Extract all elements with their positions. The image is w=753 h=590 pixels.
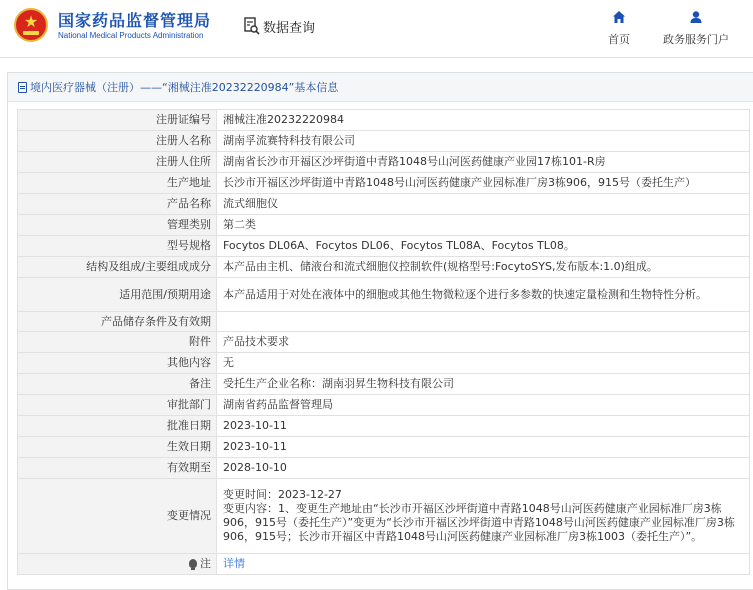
field-value: Focytos DL06A、Focytos DL06、Focytos TL08A、Focytos TL08。	[217, 236, 750, 257]
table-row	[18, 437, 750, 458]
field-label: 结构及组成/主要组成成分	[18, 257, 217, 278]
field-value: 产品技术要求	[217, 332, 750, 353]
field-label: 审批部门	[18, 395, 217, 416]
field-value	[217, 312, 750, 332]
field-label: 备注	[18, 374, 217, 395]
table-row	[18, 332, 750, 353]
field-label: 变更情况	[18, 479, 217, 554]
nav-home[interactable]	[584, 10, 654, 47]
nav-service-label: 政务服务门户	[663, 33, 729, 46]
field-label: 批准日期	[18, 416, 217, 437]
table-row	[18, 173, 750, 194]
table-row	[18, 110, 750, 131]
nav-service-portal[interactable]	[658, 10, 734, 47]
table-row	[18, 194, 750, 215]
table-row	[18, 395, 750, 416]
search-document-icon	[244, 17, 260, 35]
field-value: 2023-10-11	[217, 416, 750, 437]
field-label: 管理类别	[18, 215, 217, 236]
panel-title: 境内医疗器械（注册）——“湘械注准20232220984”基本信息	[30, 81, 339, 94]
field-label: 附件	[18, 332, 217, 353]
field-value: 2023-10-11	[217, 437, 750, 458]
table-row	[18, 312, 750, 332]
table-row	[18, 152, 750, 173]
field-label: 生产地址	[18, 173, 217, 194]
field-value: 长沙市开福区沙坪街道中青路1048号山河医药健康产业园标准厂房3栋906，915号（委托生产）	[217, 173, 750, 194]
field-label: 注册证编号	[18, 110, 217, 131]
field-label: 生效日期	[18, 437, 217, 458]
field-value: 湘械注准20232220984	[217, 110, 750, 131]
table-row	[18, 278, 750, 312]
document-icon	[18, 82, 27, 93]
data-query-tab[interactable]	[244, 15, 315, 37]
table-row	[18, 416, 750, 437]
field-label: 型号规格	[18, 236, 217, 257]
change-history-value: 变更时间：2023-12-27 变更内容：1、变更生产地址由“长沙市开福区沙坪街道中青路1048号山河医药健康产业园标准厂房3栋906，915号（委托生产）”变更为“长沙市开福区沙坪街道中青路1048号山河医药健康产业园标准厂房3栋906，915号；长沙市开福区中青路1048号山河医药健康产业园标准厂房3栋1003（委托生产）”。	[217, 479, 750, 554]
field-value: 第二类	[217, 215, 750, 236]
agency-name-cn: 国家药品监督管理局	[58, 11, 212, 30]
table-row	[18, 215, 750, 236]
panel-title-bar	[8, 73, 753, 102]
field-label: 适用范围/预期用途	[18, 278, 217, 312]
home-icon	[612, 10, 626, 24]
field-value: 湖南孚流赛特科技有限公司	[217, 131, 750, 152]
details-link[interactable]: 详情	[223, 557, 245, 570]
note-label-cell	[18, 554, 217, 575]
table-row	[18, 131, 750, 152]
field-label: 产品名称	[18, 194, 217, 215]
field-label: 产品储存条件及有效期	[18, 312, 217, 332]
user-icon	[689, 10, 703, 24]
field-label: 注	[200, 557, 211, 570]
note-value-cell	[217, 554, 750, 575]
registration-info-table	[17, 109, 750, 575]
field-value: 本产品适用于对处在液体中的细胞或其他生物微粒逐个进行多参数的快速定量检测和生物特性分析。	[217, 278, 750, 312]
table-row	[18, 353, 750, 374]
field-value: 流式细胞仪	[217, 194, 750, 215]
field-label: 注册人名称	[18, 131, 217, 152]
agency-name-en: National Medical Products Administration	[58, 31, 204, 40]
national-emblem-logo: ★	[14, 8, 48, 42]
field-value: 2028-10-10	[217, 458, 750, 479]
table-row	[18, 236, 750, 257]
lightbulb-icon	[189, 559, 197, 568]
field-label: 其他内容	[18, 353, 217, 374]
field-value: 无	[217, 353, 750, 374]
nav-home-label: 首页	[608, 33, 630, 46]
table-row	[18, 458, 750, 479]
data-query-label: 数据查询	[263, 20, 316, 36]
field-value: 本产品由主机、储液台和流式细胞仪控制软件(规格型号:FocytoSYS,发布版本:1.0)组成。	[217, 257, 750, 278]
basic-info-panel	[7, 72, 753, 590]
field-value: 湖南省长沙市开福区沙坪街道中青路1048号山河医药健康产业园17栋101-R房	[217, 152, 750, 173]
table-row	[18, 554, 750, 575]
field-value: 湖南省药品监督管理局	[217, 395, 750, 416]
table-row	[18, 374, 750, 395]
field-label: 有效期至	[18, 458, 217, 479]
table-row	[18, 257, 750, 278]
site-header	[0, 0, 753, 58]
table-row	[18, 479, 750, 554]
field-label: 注册人住所	[18, 152, 217, 173]
field-value: 受托生产企业名称：湖南羽昇生物科技有限公司	[217, 374, 750, 395]
